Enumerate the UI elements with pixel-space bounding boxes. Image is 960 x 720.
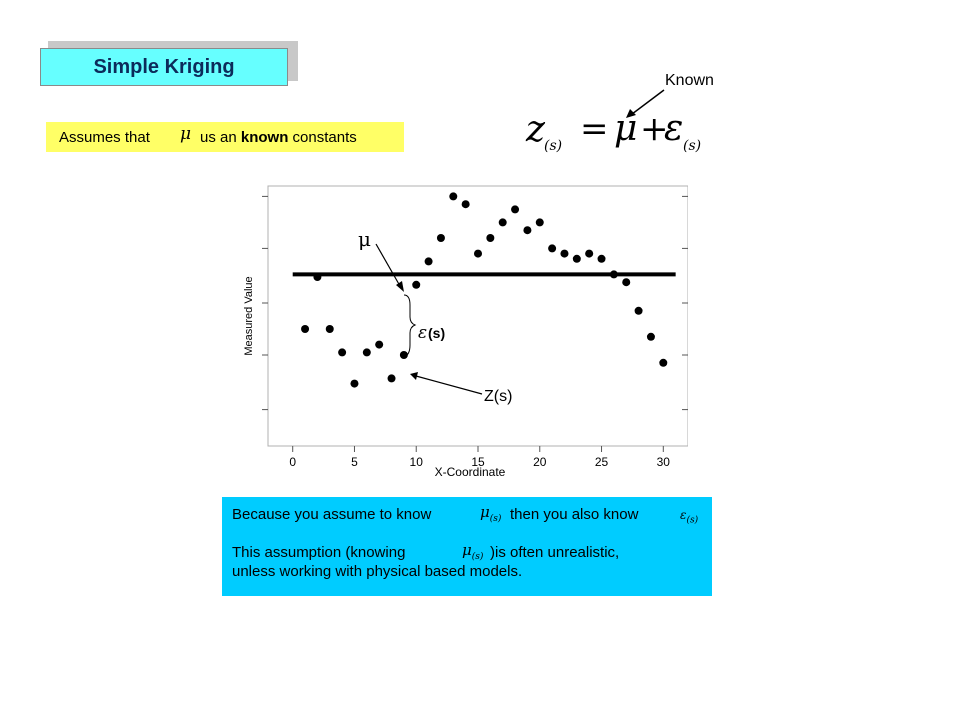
explanation-mu-1-sub: (s) bbox=[489, 514, 502, 524]
data-point-15 bbox=[486, 234, 494, 242]
x-tick-label-15: 15 bbox=[471, 455, 485, 469]
assumption-middle: us an bbox=[200, 129, 237, 146]
explanation-mu-symbol-1 bbox=[480, 503, 501, 529]
annotation-epsilon-tail: (s) bbox=[428, 325, 446, 341]
data-point-22 bbox=[573, 255, 581, 263]
data-point-3 bbox=[338, 348, 346, 356]
data-point-23 bbox=[585, 250, 593, 258]
x-tick-label-5: 5 bbox=[351, 455, 358, 469]
data-point-0 bbox=[301, 325, 309, 333]
data-point-1 bbox=[313, 273, 321, 281]
explanation-mu-1: μ bbox=[480, 503, 490, 521]
data-point-21 bbox=[560, 250, 568, 258]
kriging-equation bbox=[520, 108, 720, 158]
explanation-line1-prefix: Because you assume to know bbox=[232, 506, 432, 523]
x-tick-label-10: 10 bbox=[409, 455, 423, 469]
explanation-line3: unless working with physical based models. bbox=[232, 563, 523, 580]
annotation-z: Z(s) bbox=[484, 388, 513, 405]
x-tick-label-0: 0 bbox=[289, 455, 297, 469]
data-point-6 bbox=[375, 341, 383, 349]
eq-mu: μ bbox=[614, 108, 638, 149]
data-point-5 bbox=[363, 348, 371, 356]
y-axis-label: Measured Value bbox=[243, 276, 255, 356]
explanation-epsilon-symbol bbox=[680, 506, 698, 530]
data-point-16 bbox=[499, 218, 507, 226]
annotation-mu: μ bbox=[358, 227, 371, 251]
data-point-2 bbox=[326, 325, 334, 333]
data-point-7 bbox=[388, 374, 396, 382]
data-point-27 bbox=[635, 307, 643, 315]
assumption-bold: known bbox=[240, 129, 289, 146]
assumption-prefix: Assumes that bbox=[59, 129, 150, 146]
explanation-line1-middle: then you also know bbox=[510, 506, 639, 523]
data-point-28 bbox=[647, 333, 655, 341]
x-tick-label-20: 20 bbox=[533, 455, 547, 469]
known-label: Known bbox=[665, 72, 714, 89]
data-point-12 bbox=[449, 192, 457, 200]
x-tick-label-25: 25 bbox=[594, 455, 609, 469]
eq-z: z bbox=[526, 109, 545, 150]
data-point-10 bbox=[425, 257, 433, 265]
data-point-25 bbox=[610, 270, 618, 278]
data-point-19 bbox=[536, 218, 544, 226]
data-point-4 bbox=[350, 380, 358, 388]
eq-plus: + bbox=[640, 109, 669, 149]
explanation-mu-2: μ bbox=[462, 541, 472, 559]
data-point-20 bbox=[548, 244, 556, 252]
assumption-rest bbox=[200, 129, 357, 146]
title-box bbox=[40, 48, 288, 86]
scatter-chart bbox=[238, 178, 688, 480]
eq-equals: = bbox=[580, 109, 609, 149]
eq-epsilon: ε bbox=[664, 108, 684, 149]
x-axis-label: X-Coordinate bbox=[434, 465, 506, 479]
eq-z-sub: (s) bbox=[544, 138, 563, 154]
explanation-mu-2-sub: (s) bbox=[471, 552, 484, 562]
explanation-line2-prefix: This assumption (knowing bbox=[232, 544, 406, 561]
data-point-29 bbox=[659, 359, 667, 367]
explanation-line2-suffix: )is often unrealistic, bbox=[490, 544, 620, 561]
data-point-18 bbox=[523, 226, 531, 234]
assumption-suffix: constants bbox=[292, 129, 357, 146]
eq-epsilon-sub: (s) bbox=[683, 138, 702, 154]
plot-frame bbox=[268, 186, 688, 446]
data-point-14 bbox=[474, 250, 482, 258]
slide-title: Simple Kriging bbox=[93, 55, 235, 78]
assumption-box bbox=[46, 122, 404, 152]
annotation-epsilon: ε bbox=[418, 323, 428, 343]
data-point-17 bbox=[511, 205, 519, 213]
data-point-11 bbox=[437, 234, 445, 242]
explanation-box bbox=[222, 497, 712, 596]
explanation-eps-sub: (s) bbox=[686, 515, 699, 526]
x-tick-label-30: 30 bbox=[656, 455, 670, 469]
data-point-13 bbox=[462, 200, 470, 208]
explanation-eps: ε bbox=[680, 508, 687, 522]
assumption-mu-symbol: μ bbox=[180, 124, 192, 144]
data-point-9 bbox=[412, 281, 420, 289]
data-point-24 bbox=[598, 255, 606, 263]
data-point-26 bbox=[622, 278, 630, 286]
